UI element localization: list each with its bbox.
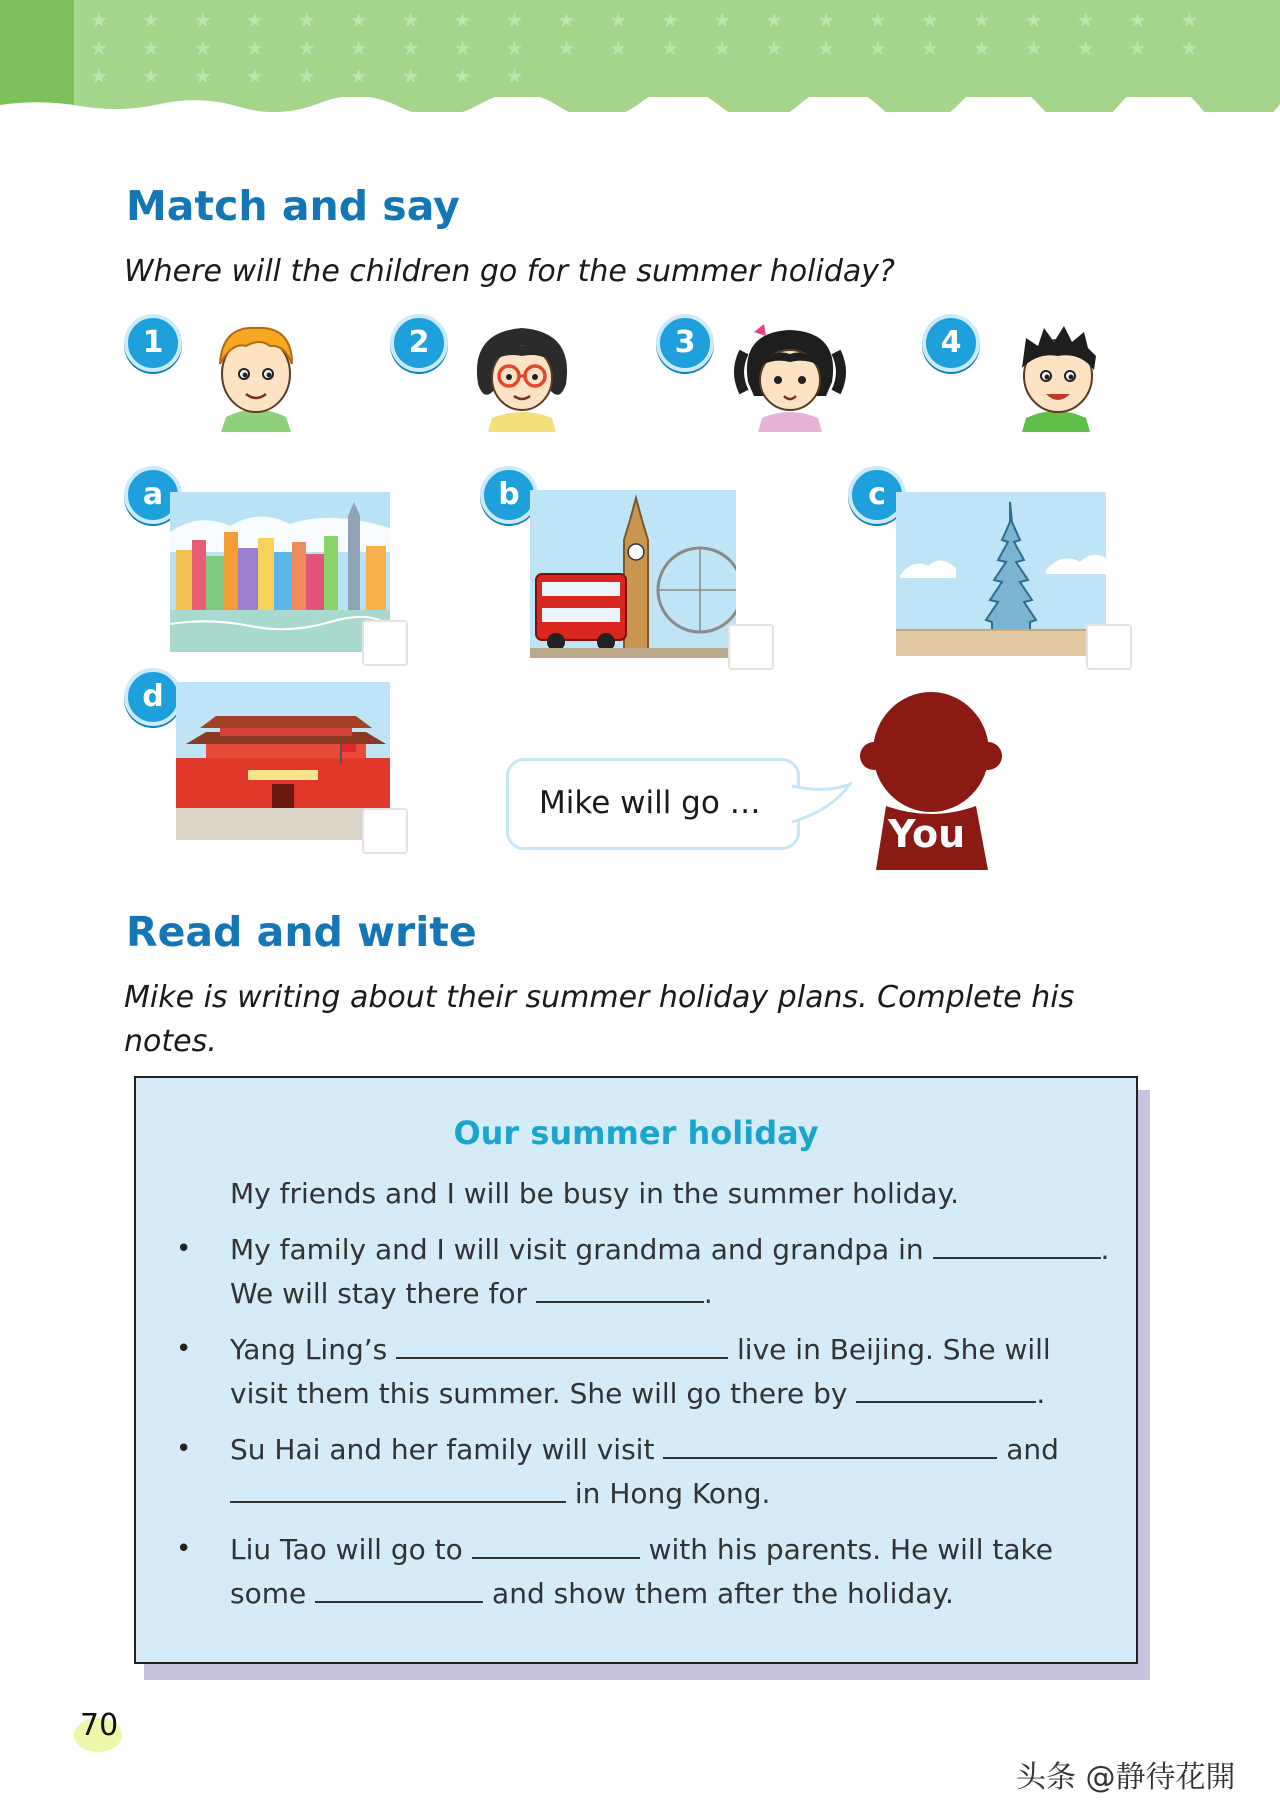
notes-b4-text-a: Liu Tao will go to [230,1533,463,1566]
bullet-1: • [176,1234,192,1264]
notes-b3-text-a: Su Hai and her family will visit [230,1433,655,1466]
speech-bubble-text: Mike will go … [539,785,761,821]
match-box-c[interactable] [1086,624,1132,670]
notes-b2-text-c: visit them this summer. She will go there by [230,1377,848,1410]
number-badge-3: 3 [656,314,714,372]
blank-b1-place[interactable] [933,1231,1101,1259]
speech-bubble [506,758,800,850]
notes-b4-line1 [230,1530,1053,1570]
bullet-2: • [176,1334,192,1364]
match-box-d[interactable] [362,808,408,854]
hong-kong-skyline-icon [170,492,390,652]
notes-b3-text-b: and [1006,1433,1059,1466]
blank-b2-relatives[interactable] [396,1331,728,1359]
section-instruction-read-line2: notes. [124,1024,217,1059]
notes-b1-text-b: . [1100,1233,1110,1266]
letter-badge-c: c [848,466,906,524]
section-title-read-and-write: Read and write [126,908,477,956]
letter-badge-a: a [124,466,182,524]
notes-b2-text-b: live in Beijing. She will [737,1333,1051,1366]
notes-b1-line2 [230,1274,713,1314]
section-instruction-match: Where will the children go for the summer holiday? [124,254,895,289]
page-number: 70 [80,1708,119,1743]
notes-b2-text-a: Yang Ling’s [230,1333,388,1366]
notes-b3-line2 [230,1474,770,1514]
bullet-3: • [176,1434,192,1464]
notes-b3-line1 [230,1430,1059,1470]
boy-blond-icon [196,312,316,432]
match-box-a[interactable] [362,620,408,666]
girl-ponytail-icon [730,312,850,432]
match-box-b[interactable] [728,624,774,670]
speech-bubble-tail [792,780,852,830]
star-pattern: ★★★★★★★★★★★★★★★★★★★★★★★★★★★★★★★★★★★★★★★★★★★★★★★★★★★★★ [90,8,1233,88]
notes-b4-line2 [230,1574,954,1614]
notes-b3-text-c: in Hong Kong. [574,1477,771,1510]
notes-b2-line2 [230,1374,1045,1414]
number-badge-2: 2 [390,314,448,372]
tiananmen-gate-icon [176,682,390,840]
blank-b2-transport[interactable] [856,1375,1036,1403]
number-badge-1: 1 [124,314,182,372]
bullet-4: • [176,1534,192,1564]
banner-torn-edge [0,97,1280,112]
blank-b3-place2[interactable] [230,1475,566,1503]
letter-badge-d: d [124,668,182,726]
notes-b1-line1 [230,1230,1109,1270]
notes-title: Our summer holiday [453,1114,819,1152]
notes-b4-text-b: with his parents. He will take [648,1533,1053,1566]
watermark: 头条 @静待花開 [1016,1760,1236,1795]
section-title-match-and-say: Match and say [126,182,460,230]
blank-b1-duration[interactable] [536,1275,704,1303]
notes-b4-text-c: some [230,1577,307,1610]
top-banner [0,0,1280,112]
blank-b4-item[interactable] [315,1575,483,1603]
banner-tab [0,0,74,112]
notes-b1-text-a: My family and I will visit grandma and grandpa in [230,1233,924,1266]
london-big-ben-bus-icon [530,490,736,658]
boy-dark-hair-icon [996,312,1116,432]
notes-b4-text-d: and show them after the holiday. [492,1577,954,1610]
notes-b2-line1 [230,1330,1051,1370]
you-label: You [888,812,966,856]
girl-glasses-icon [462,312,582,432]
number-badge-4: 4 [922,314,980,372]
notes-intro: My friends and I will be busy in the summer holiday. [230,1177,960,1210]
notes-box [134,1076,1138,1664]
blank-b4-place[interactable] [472,1531,640,1559]
letter-badge-b: b [480,466,538,524]
notes-b1-text-c: We will stay there for [230,1277,527,1310]
section-instruction-read-line1: Mike is writing about their summer holiday plans. Complete his [124,980,1075,1015]
notes-b1-text-d: . [703,1277,713,1310]
notes-b2-text-d: . [1036,1377,1046,1410]
taipei-101-tower-icon [896,492,1106,656]
blank-b3-place1[interactable] [663,1431,997,1459]
